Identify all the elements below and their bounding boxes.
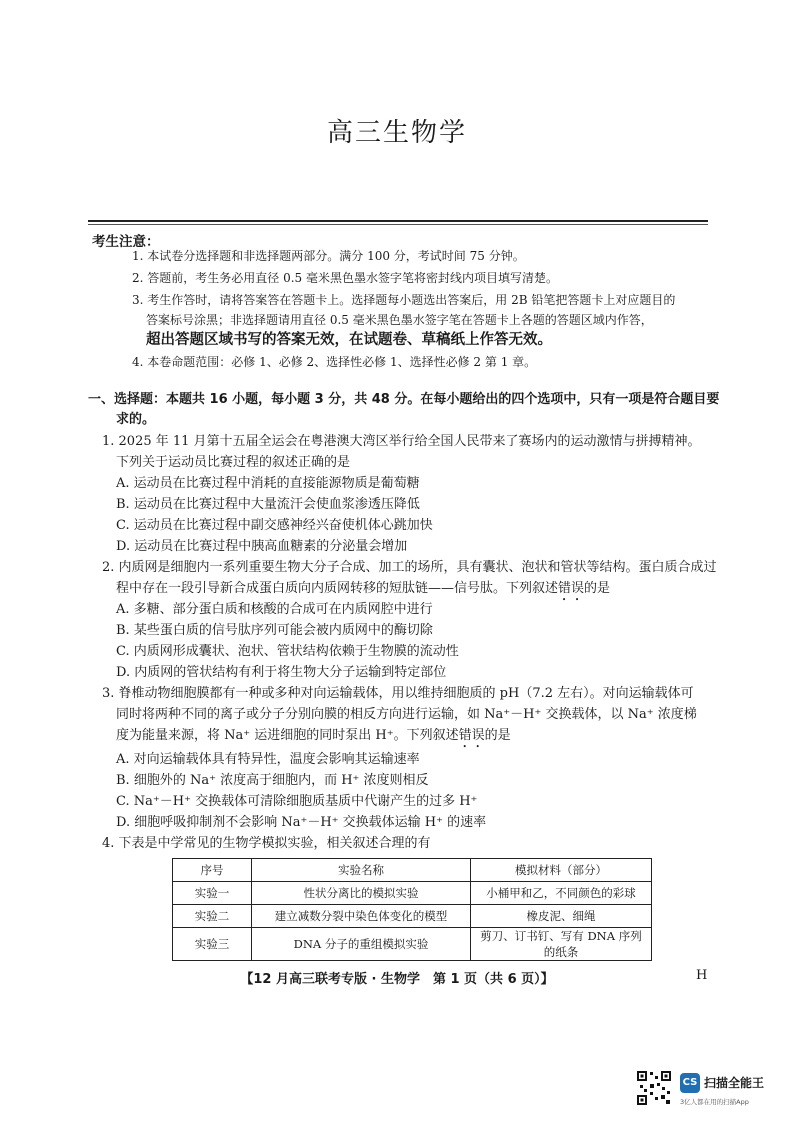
- header-rule: [88, 220, 708, 222]
- q2-option-c: C. 内质网形成囊状、泡状、管状结构依赖于生物膜的流动性: [116, 644, 459, 659]
- qr-code-icon: [636, 1070, 672, 1106]
- q1-stem-1: 1. 2025 年 11 月第十五届全运会在粤港澳大湾区举行给全国人民带来了赛场内的运动激情与拼搏精神。: [102, 434, 701, 449]
- table-cell: 实验一: [173, 882, 252, 905]
- table-cell: 性状分离比的模拟实验: [252, 882, 471, 905]
- experiment-table: [172, 858, 652, 961]
- q3-stem-1: 3. 脊椎动物细胞膜都有一种或多种对向运输载体，用以维持细胞质的 pH（7.2 左右）。对向运输载体可: [102, 686, 694, 701]
- table-cell: 小桶甲和乙，不同颜色的彩球: [471, 882, 652, 905]
- table-cell: 实验三: [173, 928, 252, 961]
- section-heading-cont: 求的。: [116, 412, 156, 427]
- q1-option-a: A. 运动员在比赛过程中消耗的直接能源物质是葡萄糖: [116, 476, 420, 491]
- section-heading: 一、选择题：本题共 16 小题，每小题 3 分，共 48 分。在每小题给出的四个选项中，只有一项是符合题目要: [88, 392, 720, 407]
- q1-option-b: B. 运动员在比赛过程中大量流汗会使血浆渗透压降低: [116, 497, 420, 512]
- scanner-tagline: 3亿人都在用的扫描App: [680, 1098, 749, 1106]
- q2-emphasis: 错误: [558, 581, 585, 596]
- table-cell: 橡皮泥、细绳: [471, 905, 652, 928]
- q2-stem-1: 2. 内质网是细胞内一系列重要生物大分子合成、加工的场所，具有囊状、泡状和管状等结构。蛋白质合成过: [102, 560, 717, 575]
- table-header-row: [173, 859, 652, 882]
- notice-item-3-cont: 答案标号涂黑；非选择题请用直径 0.5 毫米黑色墨水签字笔在答题卡上各题的答题区域内作答，: [146, 313, 653, 327]
- q1-option-c: C. 运动员在比赛过程中副交感神经兴奋使机体心跳加快: [116, 518, 433, 533]
- table-header-cell: 序号: [173, 859, 252, 882]
- notice-item-1: 1. 本试卷分选择题和非选择题两部分。满分 100 分，考试时间 75 分钟。: [132, 249, 525, 263]
- table-cell: 剪刀、订书钉、写有 DNA 序列的纸条: [471, 928, 652, 961]
- header-rule-thin: [88, 224, 708, 225]
- notice-heading: 考生注意：: [92, 234, 160, 250]
- table-header-cell: 模拟材料（部分）: [471, 859, 652, 882]
- q3-emphasis: 错误: [458, 728, 485, 743]
- scanner-app-name: 扫描全能王: [704, 1076, 765, 1090]
- q2-option-d: D. 内质网的管状结构有利于将生物大分子运输到特定部位: [116, 665, 447, 680]
- table-row: [173, 905, 652, 928]
- table-cell: DNA 分子的重组模拟实验: [252, 928, 471, 961]
- q3-option-b: B. 细胞外的 Na⁺ 浓度高于细胞内，而 H⁺ 浓度则相反: [116, 773, 429, 788]
- q3-option-a: A. 对向运输载体具有特异性，温度会影响其运输速率: [116, 752, 420, 767]
- q3-option-c: C. Na⁺－H⁺ 交换载体可清除细胞质基质中代谢产生的过多 H⁺: [116, 794, 478, 809]
- table-row: [173, 882, 652, 905]
- scanner-logo-icon: CS: [680, 1073, 700, 1093]
- q3-stem-3a: 度为能量来源，将 Na⁺ 运进细胞的同时泵出 H⁺。下列叙述: [116, 728, 459, 743]
- version-label: H: [696, 968, 708, 983]
- q1-option-d: D. 运动员在比赛过程中胰高血糖素的分泌量会增加: [116, 539, 408, 554]
- page-footer: 【12 月高三联考专版 · 生物学 第 1 页（共 6 页）】: [240, 972, 554, 987]
- q2-stem-2c: 的是: [584, 581, 611, 596]
- page-title: 高三生物学: [326, 118, 467, 148]
- q3-stem-3c: 的是: [484, 728, 511, 743]
- q3-stem-2: 同时将两种不同的离子或分子分别向膜的相反方向进行运输，如 Na⁺－H⁺ 交换载体，以 Na⁺ 浓度梯: [116, 707, 697, 722]
- q1-stem-2: 下列关于运动员比赛过程的叙述正确的是: [116, 455, 351, 470]
- notice-item-3: 3. 考生作答时，请将答案答在答题卡上。选择题每小题选出答案后，用 2B 铅笔把答题卡上对应题目的: [132, 293, 676, 307]
- q3-stem-3: [116, 726, 511, 751]
- notice-item-2: 2. 答题前，考生务必用直径 0.5 毫米黑色墨水签字笔将密封线内项目填写清楚。: [132, 271, 558, 285]
- table-header-cell: 实验名称: [252, 859, 471, 882]
- table-row: [173, 928, 652, 961]
- table-cell: 实验二: [173, 905, 252, 928]
- notice-item-3-bold: 超出答题区域书写的答案无效，在试题卷、草稿纸上作答无效。: [146, 332, 552, 348]
- q3-option-d: D. 细胞呼吸抑制剂不会影响 Na⁺－H⁺ 交换载体运输 H⁺ 的速率: [116, 815, 487, 830]
- q2-option-a: A. 多糖、部分蛋白质和核酸的合成可在内质网腔中进行: [116, 602, 433, 617]
- q4-stem: 4. 下表是中学常见的生物学模拟实验，相关叙述合理的有: [102, 836, 431, 851]
- q2-option-b: B. 某些蛋白质的信号肽序列可能会被内质网中的酶切除: [116, 623, 433, 638]
- notice-item-4: 4. 本卷命题范围：必修 1、必修 2、选择性必修 1、选择性必修 2 第 1 章。: [132, 355, 537, 369]
- table-cell: 建立减数分裂中染色体变化的模型: [252, 905, 471, 928]
- q2-stem-2a: 程中存在一段引导新合成蛋白质向内质网转移的短肽链——信号肽。下列叙述: [116, 581, 559, 596]
